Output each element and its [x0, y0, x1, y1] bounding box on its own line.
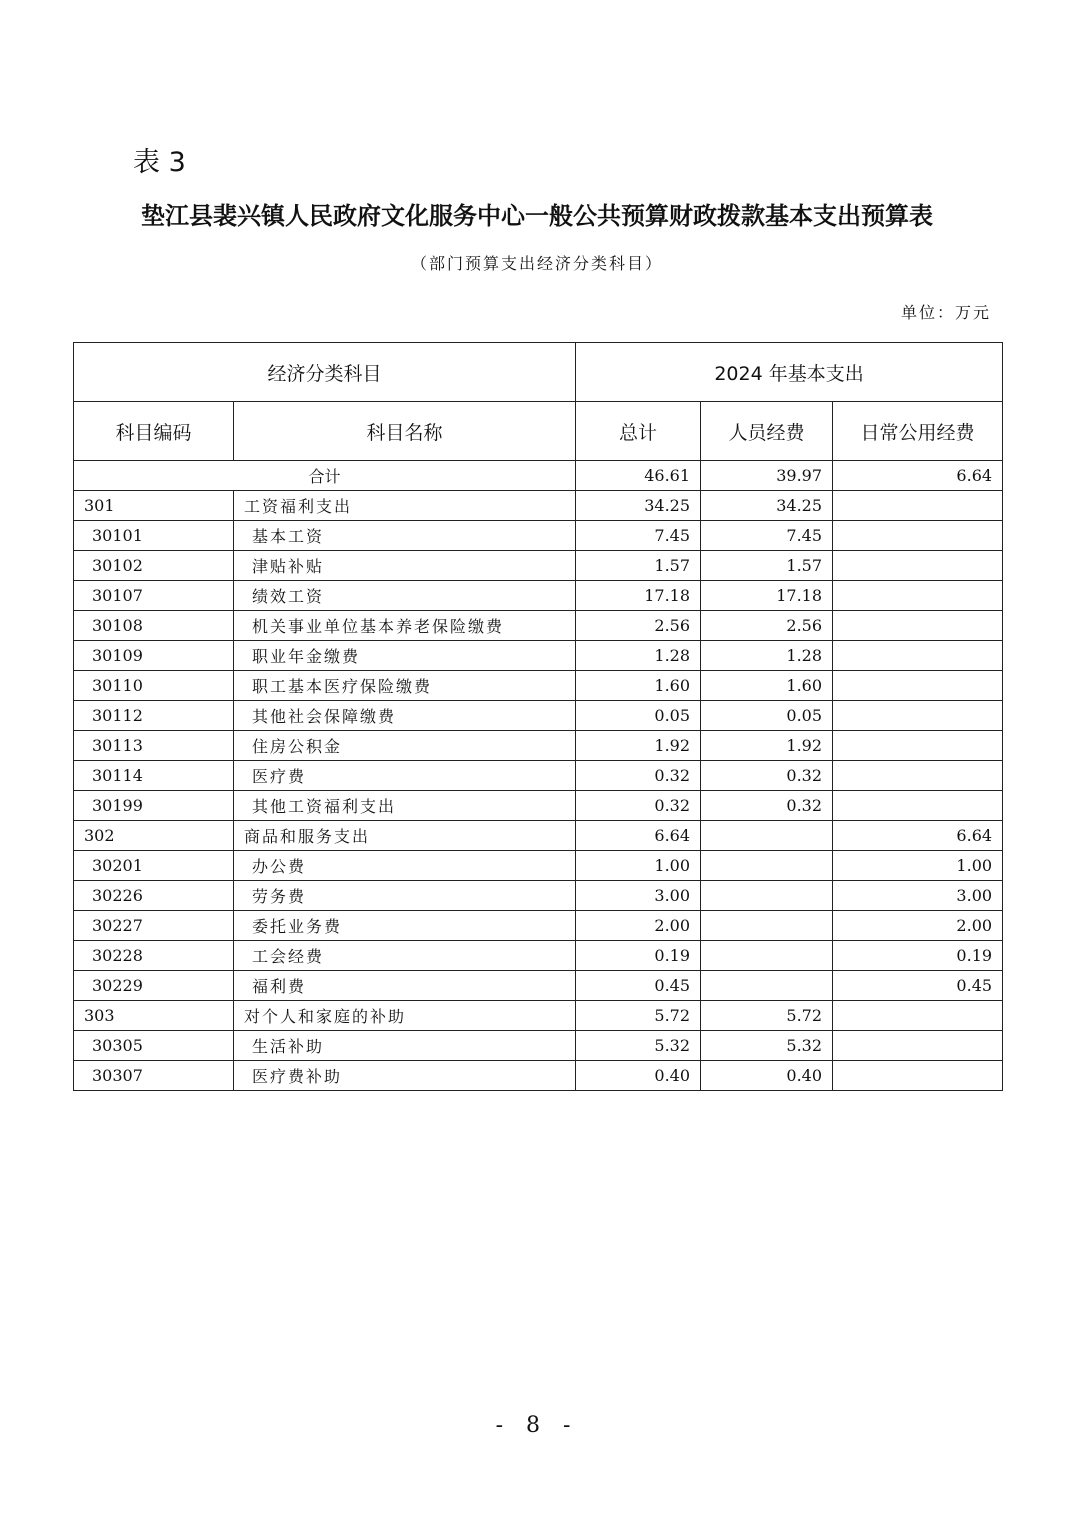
subject-name-cell: 工会经费 — [234, 941, 576, 971]
subject-name-cell: 津贴补贴 — [234, 551, 576, 581]
personnel-cell: 1.60 — [701, 671, 833, 701]
subject-name-cell: 职工基本医疗保险缴费 — [234, 671, 576, 701]
personnel-cell: 1.57 — [701, 551, 833, 581]
subject-name-cell: 劳务费 — [234, 881, 576, 911]
table-row — [74, 821, 1003, 851]
subject-code-cell: 30228 — [74, 941, 234, 971]
subject-name-cell: 办公费 — [234, 851, 576, 881]
total-public: 6.64 — [833, 461, 1003, 491]
subject-code-cell: 30227 — [74, 911, 234, 941]
table-row — [74, 611, 1003, 641]
table-row — [74, 761, 1003, 791]
table-row — [74, 971, 1003, 1001]
public-cell: 2.00 — [833, 911, 1003, 941]
total-cell: 0.05 — [576, 701, 701, 731]
personnel-cell: 1.28 — [701, 641, 833, 671]
total-cell: 5.72 — [576, 1001, 701, 1031]
total-cell: 1.00 — [576, 851, 701, 881]
public-cell: 1.00 — [833, 851, 1003, 881]
subject-name-cell: 职业年金缴费 — [234, 641, 576, 671]
total-cell: 7.45 — [576, 521, 701, 551]
table-row — [74, 491, 1003, 521]
total-cell: 34.25 — [576, 491, 701, 521]
subject-code-cell: 30109 — [74, 641, 234, 671]
document-title: 垫江县裴兴镇人民政府文化服务中心一般公共预算财政拨款基本支出预算表 — [141, 201, 933, 230]
total-cell: 1.60 — [576, 671, 701, 701]
total-sum: 46.61 — [576, 461, 701, 491]
public-cell — [833, 1061, 1003, 1091]
subject-code-cell: 30226 — [74, 881, 234, 911]
total-label: 合计 — [74, 461, 576, 491]
public-cell — [833, 671, 1003, 701]
subject-name-cell: 其他社会保障缴费 — [234, 701, 576, 731]
subject-name-cell: 对个人和家庭的补助 — [234, 1001, 576, 1031]
personnel-cell: 2.56 — [701, 611, 833, 641]
personnel-cell: 34.25 — [701, 491, 833, 521]
subject-code-cell: 30307 — [74, 1061, 234, 1091]
public-cell: 0.19 — [833, 941, 1003, 971]
table-row — [74, 1061, 1003, 1091]
table-row — [74, 551, 1003, 581]
public-cell — [833, 731, 1003, 761]
header-basic-expenditure: 2024 年基本支出 — [576, 343, 1003, 402]
subject-code-cell: 30101 — [74, 521, 234, 551]
table-row — [74, 731, 1003, 761]
public-cell — [833, 1031, 1003, 1061]
total-cell: 17.18 — [576, 581, 701, 611]
header-economic-category: 经济分类科目 — [74, 343, 576, 402]
table-row — [74, 671, 1003, 701]
subject-code-cell: 30108 — [74, 611, 234, 641]
total-cell: 0.32 — [576, 761, 701, 791]
total-cell: 1.92 — [576, 731, 701, 761]
personnel-cell: 5.72 — [701, 1001, 833, 1031]
subject-name-cell: 基本工资 — [234, 521, 576, 551]
subject-code-cell: 30107 — [74, 581, 234, 611]
table-row — [74, 641, 1003, 671]
header-public: 日常公用经费 — [833, 402, 1003, 461]
total-cell: 1.57 — [576, 551, 701, 581]
table-row — [74, 791, 1003, 821]
total-cell: 6.64 — [576, 821, 701, 851]
header-total: 总计 — [576, 402, 701, 461]
subject-code-cell: 30113 — [74, 731, 234, 761]
subject-name-cell: 医疗费 — [234, 761, 576, 791]
subject-code-cell: 302 — [74, 821, 234, 851]
subject-code-cell: 301 — [74, 491, 234, 521]
public-cell — [833, 581, 1003, 611]
subject-name-cell: 工资福利支出 — [234, 491, 576, 521]
budget-table — [73, 342, 1003, 1091]
subject-name-cell: 住房公积金 — [234, 731, 576, 761]
public-cell — [833, 641, 1003, 671]
public-cell: 3.00 — [833, 881, 1003, 911]
total-cell: 2.00 — [576, 911, 701, 941]
table-label: 表 3 — [133, 147, 186, 178]
subject-code-cell: 30114 — [74, 761, 234, 791]
subject-name-cell: 委托业务费 — [234, 911, 576, 941]
subject-code-cell: 303 — [74, 1001, 234, 1031]
total-cell: 5.32 — [576, 1031, 701, 1061]
total-cell: 0.32 — [576, 791, 701, 821]
personnel-cell: 0.05 — [701, 701, 833, 731]
total-row — [74, 461, 1003, 491]
personnel-cell: 0.32 — [701, 791, 833, 821]
subject-name-cell: 绩效工资 — [234, 581, 576, 611]
total-personnel: 39.97 — [701, 461, 833, 491]
subject-code-cell: 30112 — [74, 701, 234, 731]
table-row — [74, 701, 1003, 731]
public-cell: 0.45 — [833, 971, 1003, 1001]
personnel-cell: 1.92 — [701, 731, 833, 761]
subject-name-cell: 福利费 — [234, 971, 576, 1001]
subject-name-cell: 医疗费补助 — [234, 1061, 576, 1091]
public-cell — [833, 551, 1003, 581]
personnel-cell: 5.32 — [701, 1031, 833, 1061]
public-cell — [833, 761, 1003, 791]
personnel-cell: 0.40 — [701, 1061, 833, 1091]
total-cell: 3.00 — [576, 881, 701, 911]
table-row — [74, 581, 1003, 611]
table-row — [74, 521, 1003, 551]
public-cell — [833, 521, 1003, 551]
document-subtitle: （部门预算支出经济分类科目） — [410, 254, 663, 273]
subject-code-cell: 30110 — [74, 671, 234, 701]
personnel-cell: 0.32 — [701, 761, 833, 791]
subject-code-cell: 30305 — [74, 1031, 234, 1061]
subject-name-cell: 商品和服务支出 — [234, 821, 576, 851]
unit-label: 单位：万元 — [900, 303, 991, 322]
personnel-cell — [701, 911, 833, 941]
table-row — [74, 911, 1003, 941]
public-cell — [833, 491, 1003, 521]
table-row — [74, 881, 1003, 911]
total-cell: 0.19 — [576, 941, 701, 971]
personnel-cell: 17.18 — [701, 581, 833, 611]
public-cell — [833, 1001, 1003, 1031]
table-row — [74, 1001, 1003, 1031]
subject-name-cell: 其他工资福利支出 — [234, 791, 576, 821]
header-personnel: 人员经费 — [701, 402, 833, 461]
public-cell: 6.64 — [833, 821, 1003, 851]
subject-code-cell: 30229 — [74, 971, 234, 1001]
header-subject-code: 科目编码 — [74, 402, 234, 461]
personnel-cell — [701, 941, 833, 971]
total-cell: 0.45 — [576, 971, 701, 1001]
public-cell — [833, 701, 1003, 731]
table-row — [74, 851, 1003, 881]
public-cell — [833, 791, 1003, 821]
public-cell — [833, 611, 1003, 641]
subject-name-cell: 生活补助 — [234, 1031, 576, 1061]
page-number: - 8 - — [495, 1413, 579, 1438]
personnel-cell — [701, 851, 833, 881]
total-cell: 1.28 — [576, 641, 701, 671]
total-cell: 0.40 — [576, 1061, 701, 1091]
personnel-cell — [701, 821, 833, 851]
header-subject-name: 科目名称 — [234, 402, 576, 461]
personnel-cell — [701, 971, 833, 1001]
table-row — [74, 941, 1003, 971]
personnel-cell — [701, 881, 833, 911]
subject-code-cell: 30102 — [74, 551, 234, 581]
personnel-cell: 7.45 — [701, 521, 833, 551]
subject-code-cell: 30201 — [74, 851, 234, 881]
total-cell: 2.56 — [576, 611, 701, 641]
subject-name-cell: 机关事业单位基本养老保险缴费 — [234, 611, 576, 641]
subject-code-cell: 30199 — [74, 791, 234, 821]
table-row — [74, 1031, 1003, 1061]
